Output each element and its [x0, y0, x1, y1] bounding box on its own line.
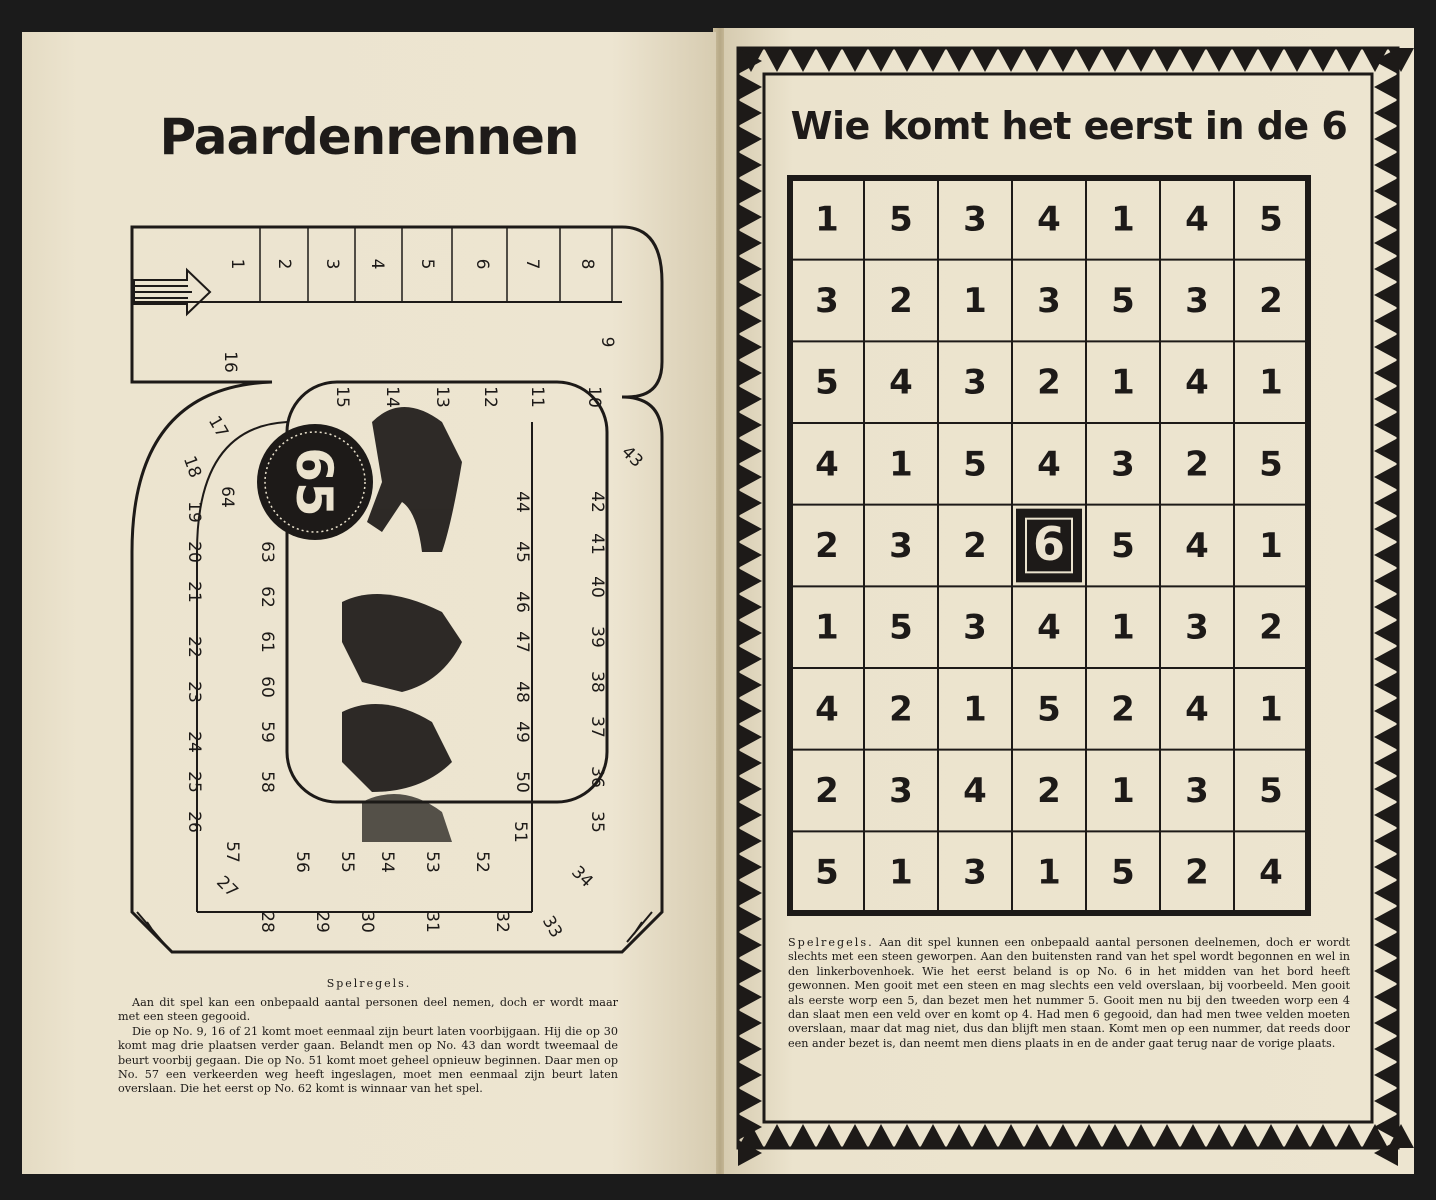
border-zigzag-mark: [738, 74, 762, 100]
board-square-number: 24: [184, 731, 204, 753]
board-square-number: 54: [377, 851, 397, 873]
board-square-number: 56: [292, 851, 312, 873]
board-square-number: 58: [257, 771, 277, 793]
grid-number: 2: [1037, 362, 1061, 403]
board-square-number: 28: [257, 911, 277, 933]
board-square-number: 6: [472, 258, 492, 270]
grid-number: 5: [1111, 526, 1135, 566]
board-square-number: 43: [617, 442, 647, 472]
border-zigzag-mark: [972, 48, 998, 72]
border-zigzag-mark: [738, 932, 762, 958]
border-zigzag-mark: [1258, 1124, 1284, 1148]
border-zigzag-mark: [1206, 48, 1232, 72]
border-zigzag-mark: [1284, 48, 1310, 72]
board-square-number: 45: [512, 541, 532, 563]
grid-number: 2: [815, 526, 839, 566]
board-square-number: 41: [587, 533, 607, 555]
grid-number: 2: [963, 526, 987, 566]
board-square-number: 50: [512, 771, 532, 793]
border-zigzag-mark: [1374, 74, 1398, 100]
board-square-number: 7: [522, 258, 542, 270]
board-square-number: 20: [184, 541, 204, 563]
border-zigzag-mark: [1374, 1010, 1398, 1036]
border-zigzag-mark: [1024, 1124, 1050, 1148]
grid-number: 3: [963, 607, 987, 648]
board-square-number: 44: [512, 491, 532, 513]
border-zigzag-mark: [738, 984, 762, 1010]
border-zigzag-mark: [972, 1124, 998, 1148]
border-zigzag-mark: [920, 48, 946, 72]
board-square-number: 46: [512, 591, 532, 613]
board-square-number: 5: [417, 258, 437, 270]
board-square-number: 11: [527, 386, 547, 408]
grid-number: 4: [889, 362, 913, 403]
finish-medallion: [257, 424, 373, 540]
grid-number: 3: [963, 199, 987, 240]
grid-number: 4: [963, 771, 987, 811]
border-zigzag-mark: [764, 1124, 790, 1148]
border-zigzag-mark: [1024, 48, 1050, 72]
board-square-number: 42: [587, 491, 607, 513]
border-zigzag-mark: [1374, 958, 1398, 984]
grid-number: 5: [1111, 281, 1135, 321]
board-square-number: 27: [212, 872, 242, 902]
grid-number: 1: [815, 199, 839, 240]
board-square-number: 21: [184, 581, 204, 603]
page-title: Wie komt het eerst in de 6: [790, 104, 1348, 148]
border-zigzag-mark: [1374, 984, 1398, 1010]
board-square-number: 10: [584, 386, 604, 408]
board-square-number: 36: [587, 766, 607, 788]
border-zigzag-mark: [738, 1036, 762, 1062]
rules-paragraph: Die op No. 9, 16 of 21 komt moet eenmaal zijn beurt laten voorbijgaan. Hij die op 30 komt mag drie plaatsen verder gaan. Belandt men op No. 43 dan wordt tweemaal de beurt voorbij gegaan. Die op No. 51 komt moet geheel opnieuw beginnen. Daar men op No. 57 een verkeerden weg heeft ingeslagen, moet men eenmaal zijn beurt laten overslaan. Die het eerst op No. 62 komt is winnaar van het spel.: [118, 1024, 618, 1096]
border-zigzag-mark: [842, 48, 868, 72]
border-zigzag-mark: [1374, 1062, 1398, 1088]
border-zigzag-mark: [1310, 1124, 1336, 1148]
border-zigzag-mark: [764, 48, 790, 72]
rules-paragraph: Aan dit spel kunnen een onbepaald aantal personen deelnemen, doch er wordt slechts met een steen geworpen. Aan den buitensten rand van het spel wordt begonnen en wel in den linkerbovenhoek. Wie het eerst beland is op No. 6 in het midden van het bord heeft gewonnen. Men gooit met een steen en mag slechts een veld overslaan, bij voorbeeld. Men gooit als eerste worp een 5, dan bezet men het nummer 5. Gooit men nu bij den tweeden worp een 4 dan slaat men een veld over en komt op 4. Had men 6 gegooid, dan had men twee velden moeten overslaan, maar dat mag niet, dus dan blijft men staan. Komt men op een nummer, dat reeds door een ander bezet is, dan neemt men diens plaats in en de ander gaat terug naar de vorige plaats.: [788, 936, 1350, 1050]
board-square-number: 15: [332, 386, 352, 408]
board-square-number: 63: [257, 541, 277, 563]
board-square-number: 52: [472, 851, 492, 873]
grid-number: 4: [1037, 444, 1061, 485]
grid-number: 3: [815, 281, 839, 321]
grid-number: 3: [1037, 281, 1061, 321]
border-zigzag-mark: [1050, 48, 1076, 72]
grid-number: 1: [1259, 689, 1283, 730]
board-square-number: 39: [587, 626, 607, 648]
grid-number: 1: [1259, 362, 1283, 403]
grid-number: 5: [815, 852, 839, 893]
grid-number: 4: [1185, 199, 1209, 240]
border-zigzag-mark: [946, 1124, 972, 1148]
border-zigzag-mark: [1232, 1124, 1258, 1148]
board-square-number: 53: [422, 851, 442, 873]
grid-number: 2: [889, 281, 913, 321]
board-square-number: 35: [587, 811, 607, 833]
grid-number: 2: [1259, 607, 1283, 648]
board-square-number: 18: [178, 453, 206, 481]
board-square-number: 32: [492, 911, 512, 933]
rules-label: Spelregels.: [788, 936, 874, 949]
grid-number: 3: [889, 526, 913, 566]
grid-number: 1: [963, 689, 987, 730]
board-square-number: 9: [597, 336, 617, 348]
border-zigzag-mark: [1374, 932, 1398, 958]
grid-number: 2: [1185, 444, 1209, 485]
border-zigzag-mark: [1336, 1124, 1362, 1148]
board-square-number: 59: [257, 721, 277, 743]
goal-number: 6: [1032, 517, 1066, 571]
border-zigzag-mark: [1180, 1124, 1206, 1148]
board-square-number: 29: [312, 911, 332, 933]
border-zigzag-mark: [894, 1124, 920, 1148]
board-square-number: 4: [367, 258, 387, 270]
grid-number: 3: [1185, 607, 1209, 648]
grid-number: 1: [1111, 199, 1135, 240]
grid-number: 4: [1185, 689, 1209, 730]
border-zigzag-mark: [1374, 1036, 1398, 1062]
grid-number: 2: [1185, 852, 1209, 893]
number-grid-board: [724, 173, 1414, 933]
border-zigzag-mark: [738, 958, 762, 984]
grid-number: 4: [1037, 607, 1061, 648]
board-square-number: 14: [382, 386, 402, 408]
grid-number: 5: [1259, 771, 1283, 811]
rules-text: [788, 936, 1350, 1051]
board-square-number: 38: [587, 671, 607, 693]
page-title: Paardenrennen: [159, 108, 579, 166]
board-square-number: 40: [587, 576, 607, 598]
border-zigzag-mark: [790, 48, 816, 72]
board-square-number: 33: [537, 912, 567, 942]
border-zigzag-mark: [1180, 48, 1206, 72]
border-zigzag-mark: [946, 48, 972, 72]
rules-text: [118, 996, 618, 1097]
border-zigzag-mark: [1076, 48, 1102, 72]
board-square-number: 19: [184, 501, 204, 523]
board-square-number: 22: [184, 636, 204, 658]
border-zigzag-mark: [1102, 1124, 1128, 1148]
grid-number: 3: [963, 852, 987, 893]
board-square-number: 37: [587, 716, 607, 738]
border-zigzag-mark: [1154, 1124, 1180, 1148]
board-square-number: 31: [422, 911, 442, 933]
board-square-number: 62: [257, 586, 277, 608]
board-square-number: 34: [567, 862, 597, 892]
border-zigzag-mark: [1076, 1124, 1102, 1148]
grid-number: 4: [1037, 199, 1061, 240]
border-zigzag-mark: [1310, 48, 1336, 72]
grid-number: 1: [1111, 362, 1135, 403]
grid-number: 5: [963, 444, 987, 485]
grid-number: 1: [1111, 771, 1135, 811]
left-page: [22, 32, 716, 1174]
board-square-number: 17: [203, 412, 233, 442]
grid-number: 2: [1259, 281, 1283, 321]
center-number: 65: [285, 447, 343, 517]
grid-number: 4: [815, 689, 839, 730]
grid-number: 5: [1259, 199, 1283, 240]
border-zigzag-mark: [790, 1124, 816, 1148]
board-square-number: 2: [274, 258, 294, 270]
border-zigzag-mark: [1374, 1088, 1398, 1114]
board-square-number: 55: [337, 851, 357, 873]
grid-number: 2: [1111, 689, 1135, 730]
grid-number: 4: [815, 444, 839, 485]
board-square-number: 48: [512, 681, 532, 703]
grid-number: 3: [1185, 771, 1209, 811]
border-zigzag-mark: [1232, 48, 1258, 72]
border-zigzag-mark: [842, 1124, 868, 1148]
border-zigzag-mark: [1128, 1124, 1154, 1148]
border-zigzag-mark: [816, 1124, 842, 1148]
grid-number: 5: [1259, 444, 1283, 485]
border-zigzag-mark: [1050, 1124, 1076, 1148]
board-square-number: 25: [184, 771, 204, 793]
board-square-number: 23: [184, 681, 204, 703]
board-square-number: 64: [217, 486, 237, 508]
grid-number: 1: [963, 281, 987, 321]
board-square-number: 47: [512, 631, 532, 653]
board-square-number: 60: [257, 676, 277, 698]
board-square-number: 13: [432, 386, 452, 408]
border-zigzag-mark: [868, 48, 894, 72]
grid-number: 5: [889, 199, 913, 240]
border-zigzag-mark: [1154, 48, 1180, 72]
border-zigzag-mark: [738, 1010, 762, 1036]
grid-number: 2: [1037, 771, 1061, 811]
right-page: [724, 28, 1414, 1174]
grid-number: 4: [1185, 526, 1209, 566]
grid-number: 2: [889, 689, 913, 730]
rules-heading: Spelregels.: [326, 977, 412, 990]
border-zigzag-mark: [894, 48, 920, 72]
grid-number: 5: [1111, 852, 1135, 893]
start-arrow-icon: [134, 270, 210, 314]
board-square-number: 8: [577, 258, 597, 270]
board-square-number: 57: [222, 841, 242, 863]
grid-number: 5: [1037, 689, 1061, 730]
border-zigzag-mark: [998, 1124, 1024, 1148]
board-square-number: 30: [357, 911, 377, 933]
board-square-number: 51: [510, 821, 530, 843]
grid-number: 3: [889, 771, 913, 811]
board-square-number: 3: [322, 258, 342, 270]
board-square-number: 12: [480, 386, 500, 408]
board-square-number: 49: [512, 721, 532, 743]
border-zigzag-mark: [738, 1062, 762, 1088]
grid-number: 3: [1185, 281, 1209, 321]
board-square-number: 61: [257, 631, 277, 653]
board-square-number: 26: [184, 811, 204, 833]
border-zigzag-mark: [920, 1124, 946, 1148]
border-zigzag-mark: [998, 48, 1024, 72]
grid-number: 1: [889, 852, 913, 893]
grid-number: 2: [815, 771, 839, 811]
grid-number: 4: [1259, 852, 1283, 893]
border-zigzag-mark: [1102, 48, 1128, 72]
border-zigzag-mark: [1336, 48, 1362, 72]
grid-number: 1: [1037, 852, 1061, 893]
border-zigzag-mark: [1284, 1124, 1310, 1148]
grid-number: 1: [1259, 526, 1283, 566]
border-zigzag-mark: [738, 1088, 762, 1114]
horse-race-board: [22, 222, 716, 962]
grid-number: 3: [963, 362, 987, 403]
rules-paragraph: Aan dit spel kan een onbepaald aantal personen deel nemen, doch er wordt maar met een steen gegooid.: [118, 996, 618, 1024]
board-square-number: 1: [227, 258, 247, 270]
board-square-number: 16: [220, 351, 240, 373]
grid-number: 1: [1111, 607, 1135, 648]
grid-number: 5: [815, 362, 839, 403]
grid-number: 3: [1111, 444, 1135, 485]
grid-number: 1: [889, 444, 913, 485]
border-zigzag-mark: [816, 48, 842, 72]
grid-number: 1: [815, 607, 839, 648]
grid-number: 5: [889, 607, 913, 648]
grid-number: 4: [1185, 362, 1209, 403]
border-zigzag-mark: [1258, 48, 1284, 72]
border-zigzag-mark: [868, 1124, 894, 1148]
border-zigzag-mark: [1206, 1124, 1232, 1148]
border-zigzag-mark: [1128, 48, 1154, 72]
